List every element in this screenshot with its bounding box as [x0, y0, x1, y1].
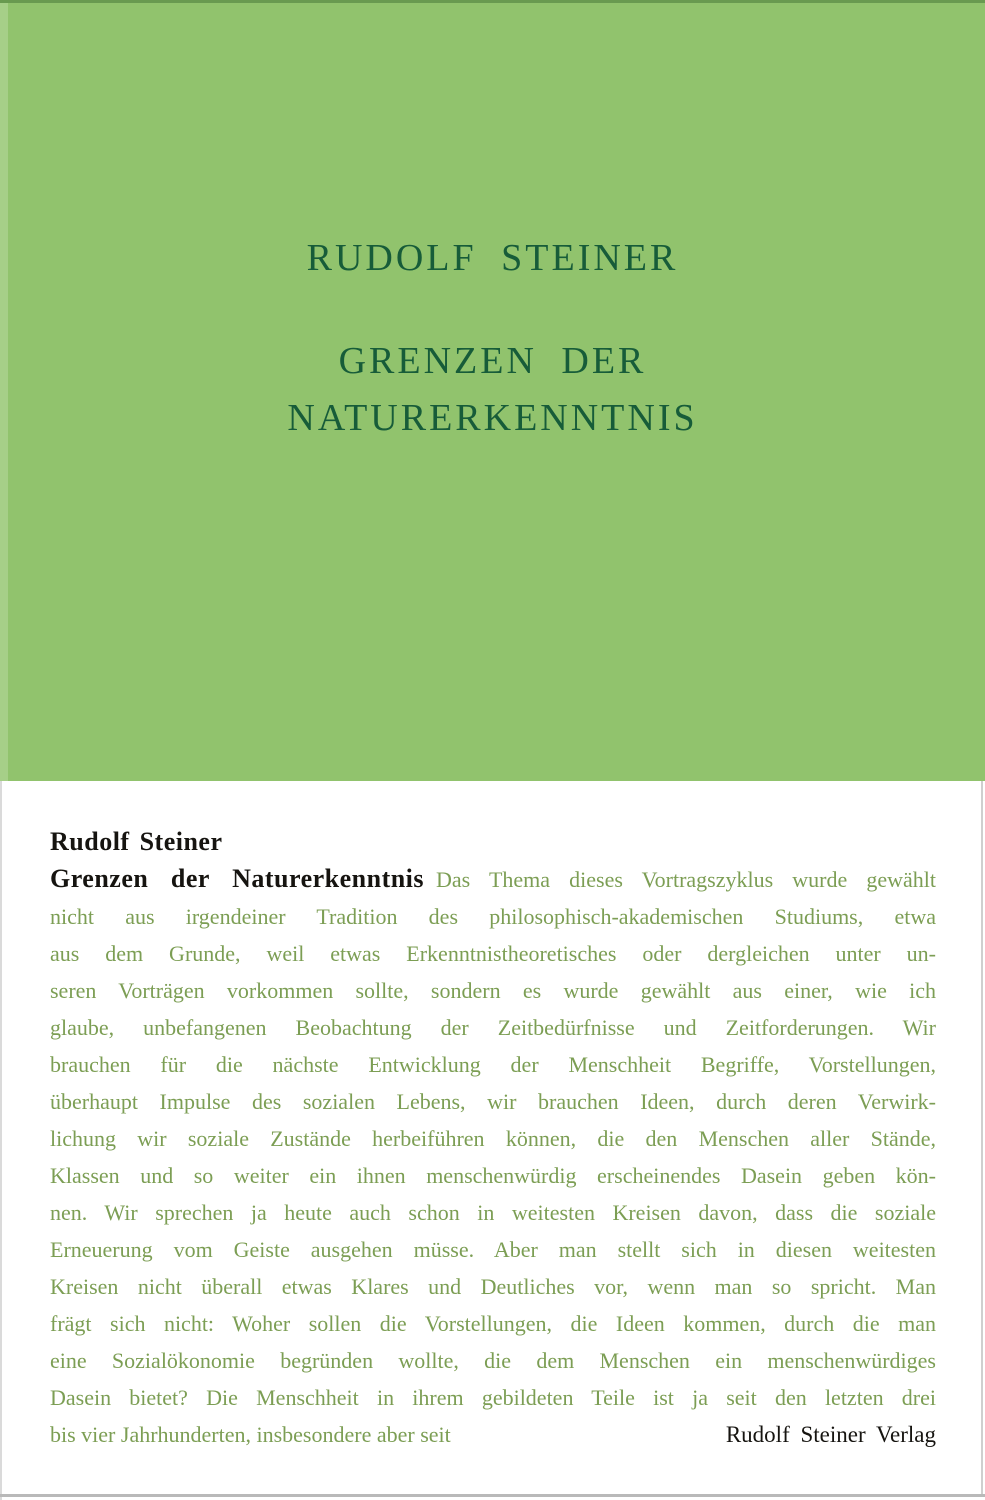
page-left-edge [0, 781, 2, 1500]
body-line [50, 860, 936, 898]
body-line-text: Das Thema dieses Vortragszyklus wurde gewählt [436, 867, 936, 892]
body-last-line [50, 1416, 936, 1453]
page-bottom-edge [0, 1494, 985, 1497]
cover-title-line-2: NATURERKENNTNIS [287, 397, 698, 439]
body-line: lichung wir soziale Zustände herbeiführen können, die den Menschen aller Stände, [50, 1126, 936, 1151]
publisher-name: Rudolf Steiner Verlag [725, 1422, 936, 1447]
body-line: Erneuerung vom Geiste ausgehen müsse. Aber man stellt sich in diesen weitesten [50, 1237, 936, 1262]
back-text-section [0, 781, 985, 1500]
body-line: aus dem Grunde, weil etwas Erkenntnistheoretisches oder dergleichen unter un- [50, 941, 936, 966]
cover-top-edge [0, 0, 985, 3]
body-line: seren Vorträgen vorkommen sollte, sondern es wurde gewählt aus einer, wie ich [50, 978, 936, 1003]
page-right-edge [981, 781, 983, 1496]
info-author-name: Rudolf Steiner [50, 827, 223, 856]
info-inline-title: Grenzen der Naturerkenntnis [50, 864, 425, 893]
body-line: Kreisen nicht überall etwas Klares und Deutliches vor, wenn man so spricht. Man [50, 1274, 936, 1299]
body-line: Dasein bietet? Die Menschheit in ihrem gebildeten Teile ist ja seit den letzten drei [50, 1385, 936, 1410]
body-line: eine Sozialökonomie begründen wollte, die dem Menschen ein menschenwürdiges [50, 1348, 936, 1373]
cover-author-name: RUDOLF STEINER [306, 237, 679, 279]
cover-book-title [0, 333, 985, 447]
body-line: nen. Wir sprechen ja heute auch schon in weitesten Kreisen davon, dass die soziale [50, 1200, 936, 1225]
body-line: glaube, unbefangenen Beobachtung der Zeitbedürfnisse und Zeitforderungen. Wir [50, 1015, 936, 1040]
cover-title-line-1: GRENZEN DER [338, 340, 647, 382]
body-line: brauchen für die nächste Entwicklung der Menschheit Begriffe, Vorstellungen, [50, 1052, 936, 1077]
body-line: Klassen und so weiter ein ihnen menschenwürdig erscheinendes Dasein geben kön- [50, 1163, 936, 1188]
body-line: frägt sich nicht: Woher sollen die Vorstellungen, die Ideen kommen, durch die man [50, 1311, 936, 1336]
body-line-text: bis vier Jahrhunderten, insbesondere aber seit [50, 1422, 451, 1447]
body-line: nicht aus irgendeiner Tradition des philosophisch-akademischen Studiums, etwa [50, 904, 936, 929]
body-line: überhaupt Impulse des sozialen Lebens, wir brauchen Ideen, durch deren Verwirk- [50, 1089, 936, 1114]
